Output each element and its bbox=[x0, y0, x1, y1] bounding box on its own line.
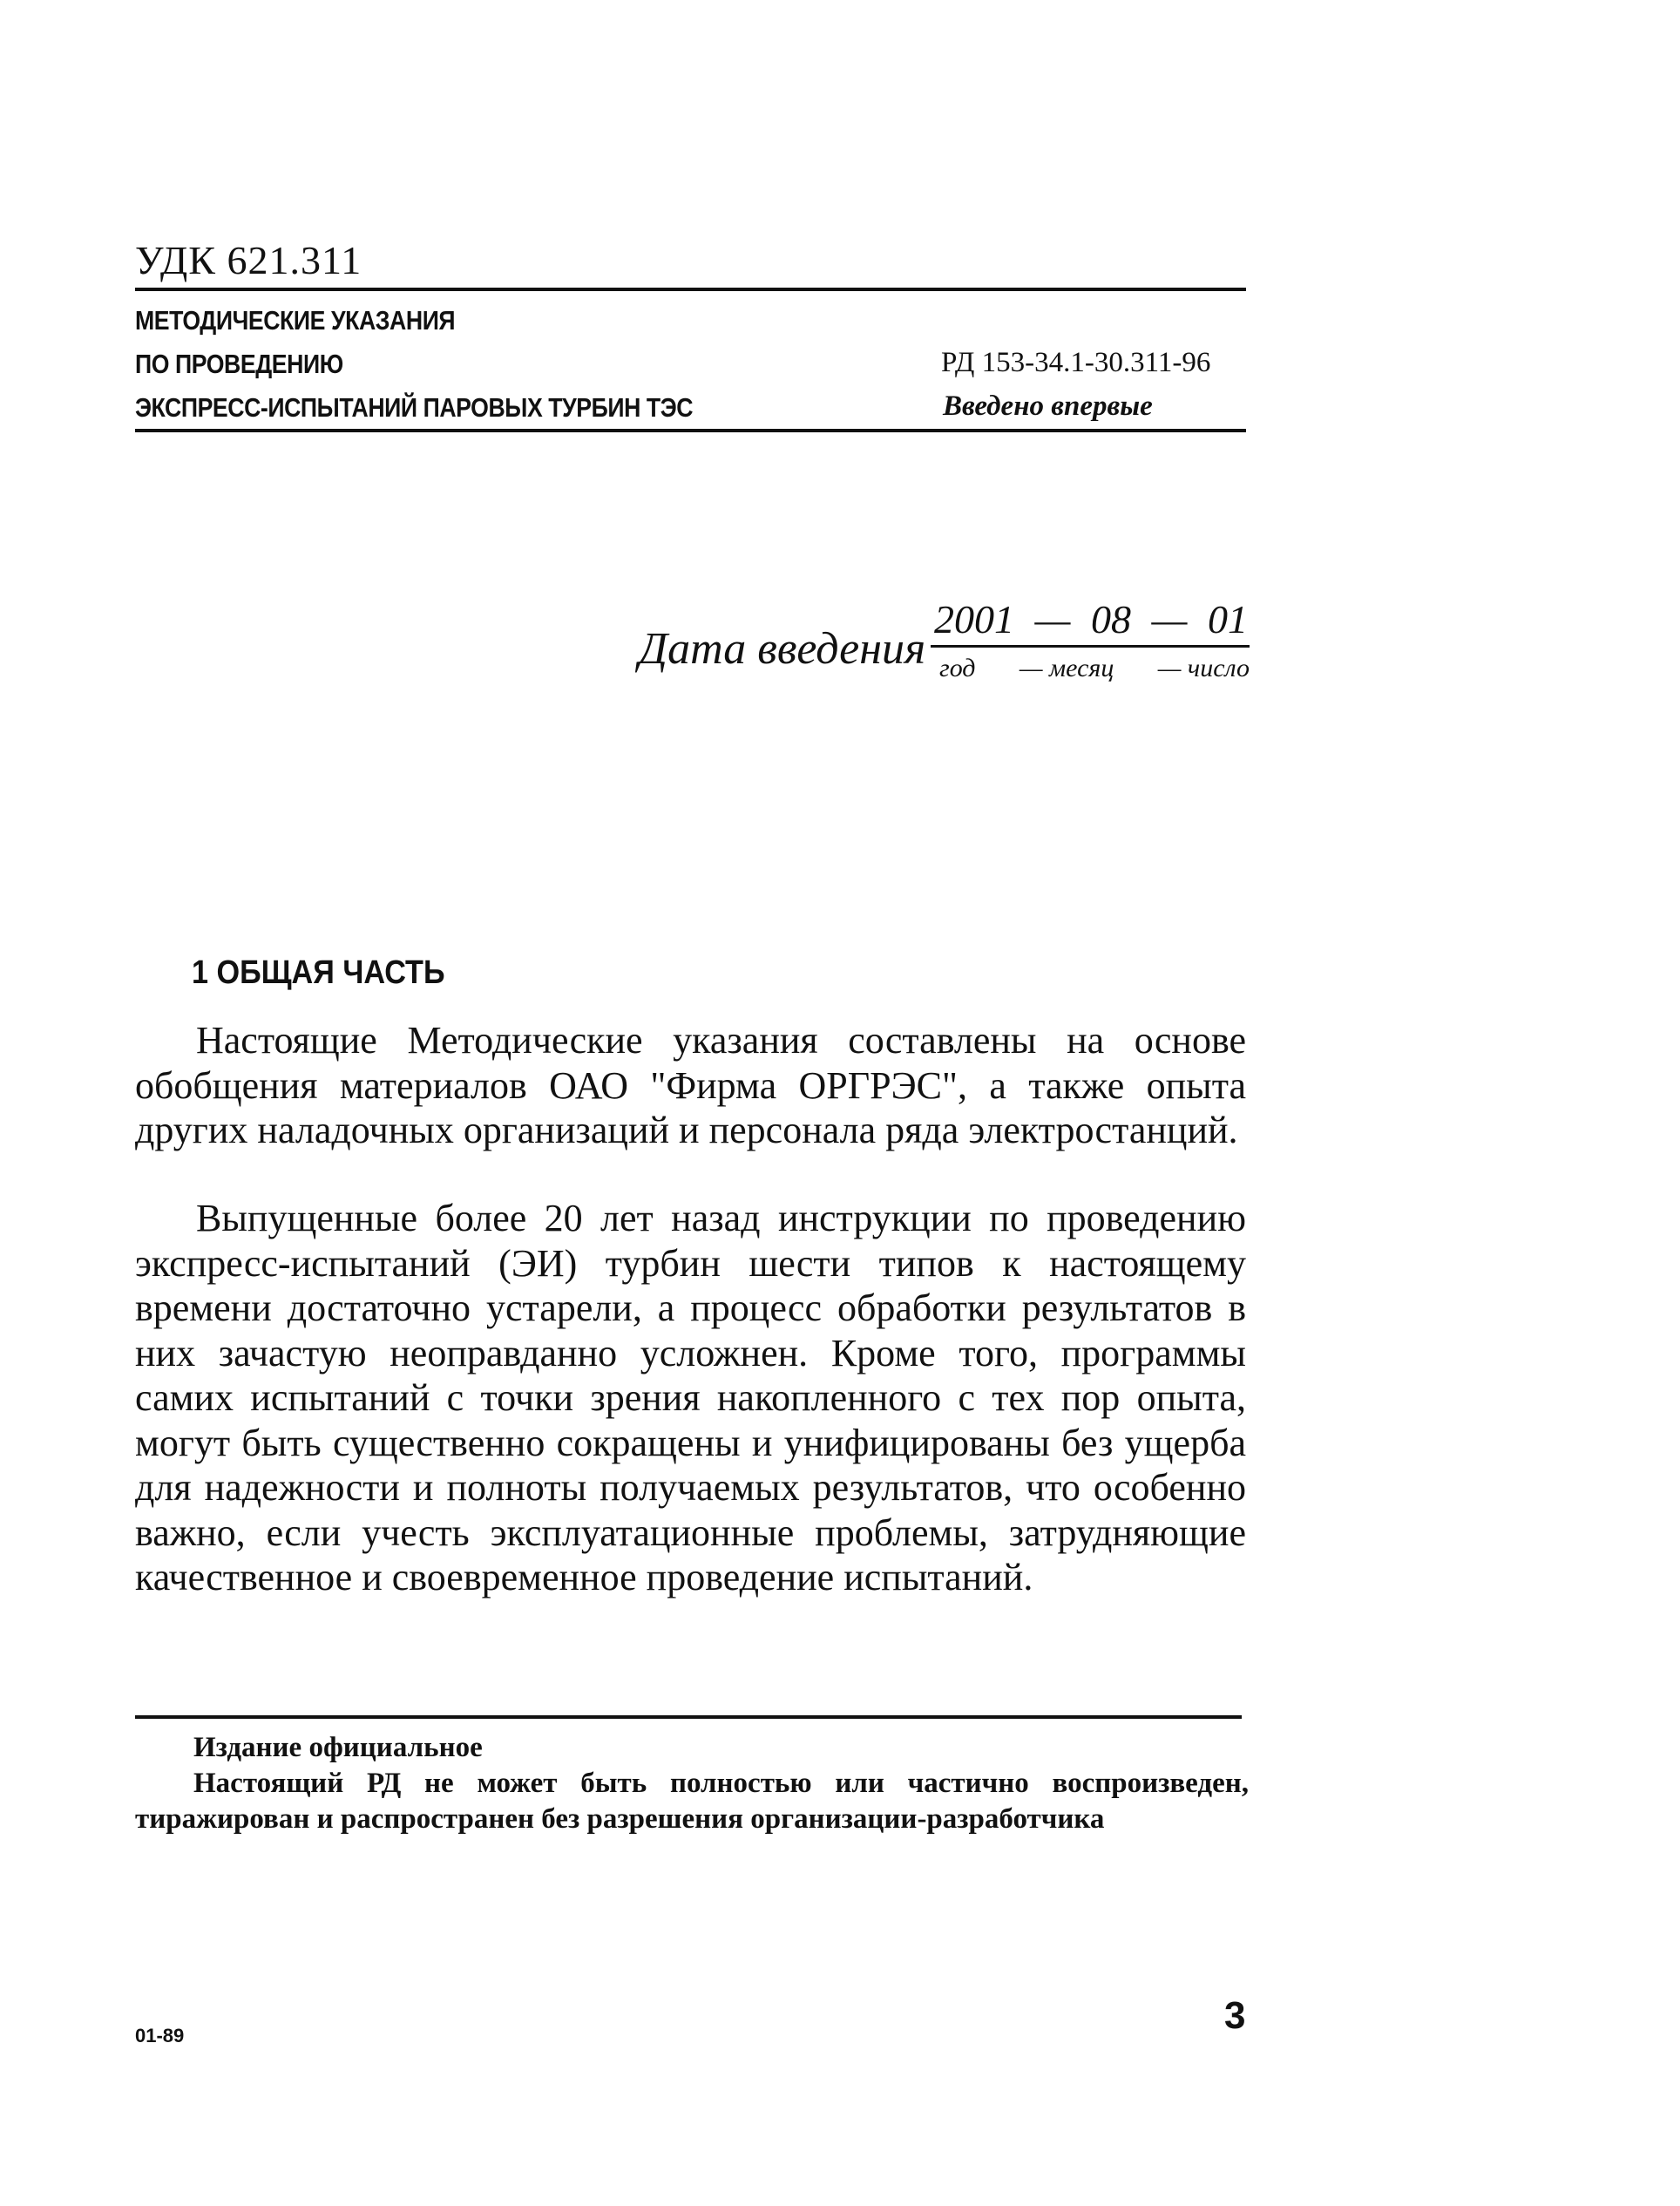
caption-day: — число bbox=[1157, 654, 1250, 682]
document-code: РД 153-34.1-30.311-96 bbox=[941, 347, 1211, 378]
print-code: 01-89 bbox=[135, 2025, 185, 2046]
udk-code: УДК 621.311 bbox=[135, 238, 362, 282]
footnote-rule bbox=[135, 1715, 1242, 1719]
footnote-text: Настоящий РД не может быть полностью или частично воспроизведен, тиражирован и распространен без разрешения организации-разработчика bbox=[135, 1768, 1249, 1835]
page-number: 3 bbox=[1224, 1994, 1246, 2037]
date-dash-1: — bbox=[1034, 597, 1071, 641]
header-bottom-rule bbox=[135, 429, 1246, 432]
caption-month: — месяц bbox=[1019, 654, 1114, 682]
document-title-line-1: МЕТОДИЧЕСКИЕ УКАЗАНИЯ bbox=[135, 305, 456, 336]
effective-date-label: Дата введения bbox=[639, 624, 926, 674]
document-title-line-3: ЭКСПРЕСС-ИСПЫТАНИЙ ПАРОВЫХ ТУРБИН ТЭС bbox=[135, 392, 694, 423]
header-top-rule bbox=[135, 288, 1246, 291]
section-heading: 1 ОБЩАЯ ЧАСТЬ bbox=[192, 954, 445, 991]
date-day: 01 bbox=[1208, 597, 1248, 641]
effective-date-value bbox=[934, 596, 1248, 642]
date-dash-2: — bbox=[1151, 597, 1188, 641]
effective-date-caption bbox=[939, 654, 1250, 683]
date-fraction-line bbox=[931, 645, 1250, 648]
paragraph-2: Выпущенные более 20 лет назад инструкции по проведению экспресс-испытаний (ЭИ) турбин шести типов к настоящему времени достаточно устарели, а процесс обработки результатов в них зачастую неоправданно усложнен. Кроме того, программы самих испытаний с точки зрения накопленного с тех пор опыта, могут быть существенно сокращены и унифицированы без ущерба для надежности и полноты получаемых результатов, что особенно важно, если учесть эксплуатационные проблемы, затрудняющие качественное и своевременное проведение испытаний. bbox=[135, 1197, 1246, 1599]
date-month: 08 bbox=[1091, 597, 1131, 641]
section-body bbox=[135, 1018, 1246, 1153]
footnote-title: Издание официальное bbox=[193, 1732, 483, 1763]
paragraph-1: Настоящие Методические указания составлены на основе обобщения материалов ОАО "Фирма ОРГРЭС", а также опыта других наладочных организаций и персонала ряда электростанций. bbox=[135, 1019, 1246, 1151]
caption-year: год bbox=[939, 654, 976, 682]
date-year: 2001 bbox=[934, 597, 1014, 641]
section-body-2 bbox=[135, 1196, 1246, 1600]
introduced-note: Введено впервые bbox=[943, 390, 1153, 422]
document-title-line-2: ПО ПРОВЕДЕНИЮ bbox=[135, 349, 343, 379]
